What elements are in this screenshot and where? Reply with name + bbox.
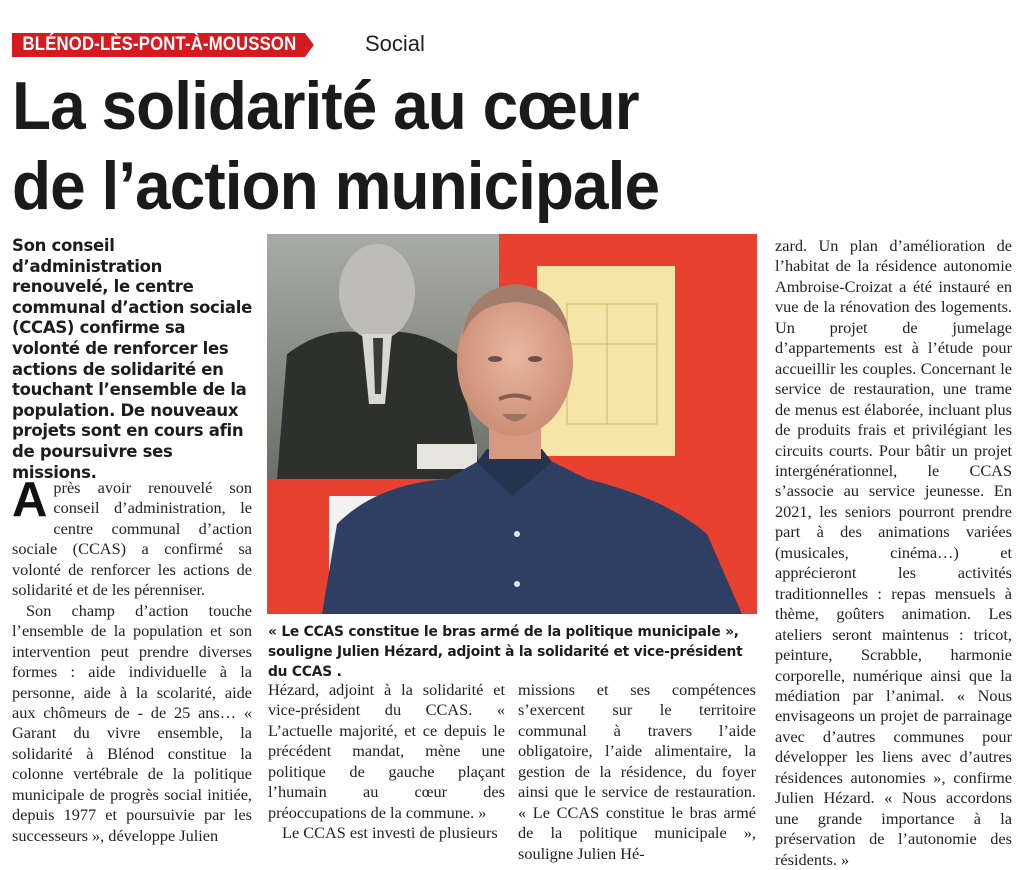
portrait-photo-illustration [267,234,757,614]
paragraph-1 [12,473,252,601]
paragraph-6: zard. Un plan d’amélioration de l’habitat de la résidence autonomie Ambroise-Croizat a été instauré en vue de la rénovation des logements. Un projet de jumelage d’appartements est à l’étude pour accueillir les couples. Concernant le service de restauration, une trame de menus est élaborée, incluant plus de produits frais et privilégiant les circuits courts. Pour bâtir un projet intergénérationnel, le CCAS s’associe au service jeunesse. En 2021, les seniors pourront prendre part à des animations variées (musicales, cinéma…) et apprécieront les activités traditionnelles : repas mensuels à thème, goûters animation. Les ateliers seront maintenus : tricot, peinture, Scrabble, harmonie corporelle, numérique ainsi que la médiation par l’animal. « Nous envisageons un projet de parrainage avec d’autres communes pour développer les liens avec d’autres résidences autonomies », confirme Julien Hézard. « Nous accordons une grande importance à la préservation de l’autonomie des résidents. » [775,236,1012,869]
standfirst: Son conseil d’administration renouvelé, le centre communal d’action sociale (CCAS) confirme sa volonté de renforcer les actions de solidarité en touchant l’ensemble de la population. De nouveaux projets sont en cours afin de poursuivre ses missions. [12,236,252,482]
paragraph-5: missions et ses compétences s’exercent sur le territoire communal à travers l’aide obligatoire, l’aide alimentaire, la gestion de la résidence, du foyer ainsi que le service de restauration. « Le CCAS constitue le bras armé de la politique municipale », souligne Julien Hé- [518,680,756,863]
article-column-3 [518,680,756,864]
rubric-label: Social [365,31,425,56]
article-photo [267,234,757,614]
paragraph-4: Le CCAS est investi de plusieurs [282,823,498,843]
paragraph-2: Son champ d’action touche l’ensemble de la population et son intervention peut prendre diverses formes : aide individuelle à la personne, aide à la scolarité, aide aux chômeurs de - de 25 ans… « Garant du vivre ensemble, la solidarité à Blénod constitue la colonne vertébrale de la politique municipale de progrès social initiée, depuis 1977 et poursuivie par les successeurs », développe Julien [12,600,252,845]
article-column-4 [775,236,1012,870]
article-column-1 [12,473,252,846]
location-tag: BLÉNOD-LÈS-PONT-À-MOUSSON [12,33,305,57]
drop-cap: A [12,473,48,527]
photo-caption: « Le CCAS constitue le bras armé de la politique municipale », souligne Julien Hézard, adjoint à la solidarité et vice-président du CCAS . [268,624,743,680]
headline-line-2: de l’action municipale [12,148,660,224]
headline [12,66,726,226]
paragraph-1-text: près avoir renouvelé son conseil d’administration, le centre communal d’action sociale (CCAS) a confirmé sa volonté de renforcer les actions de solidarité et de les pérenniser. [12,478,252,600]
kicker [12,31,425,57]
paragraph-3: Hézard, adjoint à la solidarité et vice-président du CCAS. « L’actuelle majorité, et ce depuis le précédent mandat, mène une politique de gauche plaçant l’humain au cœur des préoccupations de la commune. » [268,680,505,822]
article-column-2 [268,680,505,844]
headline-line-1: La solidarité au cœur [12,68,639,144]
